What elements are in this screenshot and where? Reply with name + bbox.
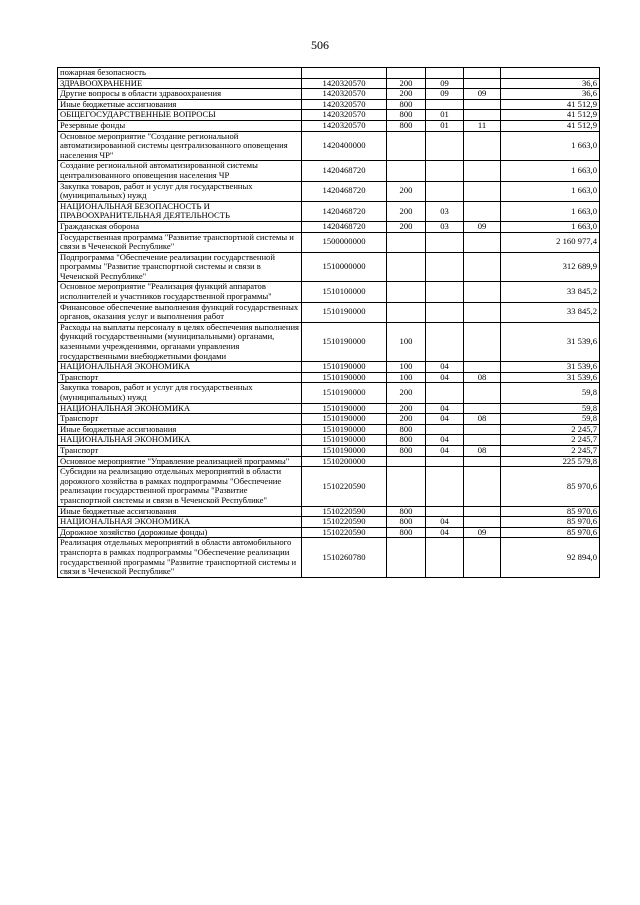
section-cell (426, 252, 464, 282)
section-cell (426, 232, 464, 252)
section-cell (426, 506, 464, 517)
item-name-cell: Дорожное хозяйство (дорожные фонды) (58, 527, 302, 538)
amount-cell: 31 539,6 (501, 362, 600, 373)
table-row (58, 517, 600, 528)
table-row (58, 181, 600, 201)
table-row (58, 322, 600, 361)
target-code-cell: 1420400000 (302, 131, 387, 161)
subsection-cell (464, 201, 501, 221)
subsection-cell (464, 456, 501, 467)
target-code-cell: 1510220590 (302, 506, 387, 517)
section-cell: 04 (426, 527, 464, 538)
page-number: 506 (311, 38, 329, 52)
expense-type-cell: 800 (387, 120, 426, 131)
expense-type-cell: 200 (387, 181, 426, 201)
section-cell: 04 (426, 372, 464, 383)
subsection-cell (464, 517, 501, 528)
target-code-cell: 1420468720 (302, 181, 387, 201)
item-name-cell: Другие вопросы в области здравоохранения (58, 89, 302, 100)
item-name-cell: Транспорт (58, 445, 302, 456)
item-name-cell: Финансовое обеспечение выполнения функций государственных органов, оказания услуг и выполнения работ (58, 302, 302, 322)
target-code-cell: 1420468720 (302, 221, 387, 232)
section-cell: 04 (426, 435, 464, 446)
item-name-cell: Закупка товаров, работ и услуг для государственных (муниципальных) нужд (58, 383, 302, 403)
expense-type-cell: 800 (387, 527, 426, 538)
table-row (58, 383, 600, 403)
table-row (58, 414, 600, 425)
table-row (58, 467, 600, 506)
target-code-cell: 1420468720 (302, 201, 387, 221)
subsection-cell (464, 110, 501, 121)
amount-cell: 85 970,6 (501, 517, 600, 528)
target-code-cell: 1510220590 (302, 527, 387, 538)
amount-cell: 1 663,0 (501, 161, 600, 181)
subsection-cell (464, 467, 501, 506)
expense-type-cell: 200 (387, 403, 426, 414)
subsection-cell: 08 (464, 372, 501, 383)
section-cell (426, 68, 464, 79)
section-cell (426, 538, 464, 577)
target-code-cell: 1510190000 (302, 403, 387, 414)
expense-type-cell: 200 (387, 414, 426, 425)
item-name-cell: НАЦИОНАЛЬНАЯ ЭКОНОМИКА (58, 403, 302, 414)
amount-cell: 41 512,9 (501, 110, 600, 121)
target-code-cell (302, 68, 387, 79)
item-name-cell: Транспорт (58, 414, 302, 425)
target-code-cell: 1510100000 (302, 282, 387, 302)
section-cell (426, 131, 464, 161)
amount-cell (501, 68, 600, 79)
table-row (58, 538, 600, 577)
table-row (58, 110, 600, 121)
amount-cell: 2 160 977,4 (501, 232, 600, 252)
subsection-cell (464, 232, 501, 252)
table-row (58, 372, 600, 383)
expense-type-cell: 800 (387, 445, 426, 456)
subsection-cell (464, 506, 501, 517)
expense-type-cell: 800 (387, 506, 426, 517)
table-row (58, 161, 600, 181)
expense-type-cell (387, 538, 426, 577)
expense-type-cell: 200 (387, 383, 426, 403)
amount-cell: 31 539,6 (501, 372, 600, 383)
amount-cell: 2 245,7 (501, 445, 600, 456)
target-code-cell: 1510190000 (302, 372, 387, 383)
amount-cell: 41 512,9 (501, 99, 600, 110)
amount-cell: 1 663,0 (501, 201, 600, 221)
section-cell (426, 161, 464, 181)
expense-type-cell: 800 (387, 435, 426, 446)
table-row (58, 221, 600, 232)
amount-cell: 41 512,9 (501, 120, 600, 131)
section-cell: 04 (426, 414, 464, 425)
amount-cell: 36,6 (501, 78, 600, 89)
table-row (58, 362, 600, 373)
amount-cell: 92 894,0 (501, 538, 600, 577)
target-code-cell: 1420320570 (302, 110, 387, 121)
target-code-cell: 1510190000 (302, 362, 387, 373)
amount-cell: 59,8 (501, 414, 600, 425)
section-cell: 04 (426, 445, 464, 456)
expense-type-cell: 100 (387, 362, 426, 373)
section-cell: 03 (426, 221, 464, 232)
target-code-cell: 1420468720 (302, 161, 387, 181)
subsection-cell: 08 (464, 445, 501, 456)
subsection-cell (464, 322, 501, 361)
amount-cell: 1 663,0 (501, 221, 600, 232)
table-row (58, 131, 600, 161)
item-name-cell: Транспорт (58, 372, 302, 383)
target-code-cell: 1510000000 (302, 252, 387, 282)
expense-type-cell: 800 (387, 110, 426, 121)
target-code-cell: 1420320570 (302, 89, 387, 100)
subsection-cell (464, 252, 501, 282)
table-row (58, 78, 600, 89)
amount-cell: 2 245,7 (501, 424, 600, 435)
subsection-cell: 09 (464, 527, 501, 538)
table-row (58, 527, 600, 538)
section-cell (426, 302, 464, 322)
section-cell (426, 99, 464, 110)
target-code-cell: 1510220590 (302, 467, 387, 506)
item-name-cell: НАЦИОНАЛЬНАЯ ЭКОНОМИКА (58, 517, 302, 528)
table-row (58, 252, 600, 282)
amount-cell: 225 579,8 (501, 456, 600, 467)
amount-cell: 59,8 (501, 383, 600, 403)
target-code-cell: 1510190000 (302, 414, 387, 425)
item-name-cell: Гражданская оборона (58, 221, 302, 232)
subsection-cell (464, 78, 501, 89)
subsection-cell (464, 383, 501, 403)
subsection-cell (464, 435, 501, 446)
section-cell (426, 383, 464, 403)
target-code-cell: 1510190000 (302, 322, 387, 361)
expense-type-cell: 800 (387, 517, 426, 528)
target-code-cell: 1510200000 (302, 456, 387, 467)
table-row (58, 456, 600, 467)
table-row (58, 120, 600, 131)
target-code-cell: 1420320570 (302, 78, 387, 89)
amount-cell: 1 663,0 (501, 131, 600, 161)
item-name-cell: Расходы на выплаты персоналу в целях обеспечения выполнения функций государственными (муниципальными) органами, казенными учреждениями, органами управления государственными внебюджетными фондами (58, 322, 302, 361)
section-cell: 04 (426, 362, 464, 373)
subsection-cell (464, 362, 501, 373)
subsection-cell (464, 282, 501, 302)
amount-cell: 31 539,6 (501, 322, 600, 361)
table-row (58, 506, 600, 517)
target-code-cell: 1510190000 (302, 383, 387, 403)
subsection-cell: 09 (464, 221, 501, 232)
target-code-cell: 1510190000 (302, 302, 387, 322)
table-row (58, 99, 600, 110)
item-name-cell: Иные бюджетные ассигнования (58, 99, 302, 110)
budget-table (57, 67, 600, 578)
table-row (58, 89, 600, 100)
subsection-cell (464, 99, 501, 110)
subsection-cell (464, 131, 501, 161)
item-name-cell: Подпрограмма "Обеспечение реализации государственной программы "Развитие транспортной системы и связи в Чеченской Республике" (58, 252, 302, 282)
item-name-cell: Создание региональной автоматизированной системы централизованного оповещения населения ЧР (58, 161, 302, 181)
section-cell: 09 (426, 78, 464, 89)
expense-type-cell (387, 302, 426, 322)
item-name-cell: пожарная безопасность (58, 68, 302, 79)
subsection-cell (464, 302, 501, 322)
expense-type-cell: 800 (387, 99, 426, 110)
subsection-cell (464, 68, 501, 79)
item-name-cell: Иные бюджетные ассигнования (58, 506, 302, 517)
amount-cell: 59,8 (501, 403, 600, 414)
expense-type-cell (387, 252, 426, 282)
table-row (58, 424, 600, 435)
section-cell: 04 (426, 403, 464, 414)
item-name-cell: Государственная программа "Развитие транспортной системы и связи в Чеченской Республике" (58, 232, 302, 252)
amount-cell: 85 970,6 (501, 527, 600, 538)
expense-type-cell: 100 (387, 372, 426, 383)
section-cell: 04 (426, 517, 464, 528)
item-name-cell: НАЦИОНАЛЬНАЯ БЕЗОПАСНОСТЬ И ПРАВООХРАНИТЕЛЬНАЯ ДЕЯТЕЛЬНОСТЬ (58, 201, 302, 221)
target-code-cell: 1420320570 (302, 99, 387, 110)
target-code-cell: 1510220590 (302, 517, 387, 528)
item-name-cell: Основное мероприятие "Создание региональной автоматизированной системы централизованного оповещения населения ЧР" (58, 131, 302, 161)
expense-type-cell (387, 467, 426, 506)
subsection-cell (464, 403, 501, 414)
amount-cell: 2 245,7 (501, 435, 600, 446)
expense-type-cell (387, 282, 426, 302)
expense-type-cell (387, 161, 426, 181)
target-code-cell: 1510260780 (302, 538, 387, 577)
item-name-cell: НАЦИОНАЛЬНАЯ ЭКОНОМИКА (58, 362, 302, 373)
subsection-cell: 08 (464, 414, 501, 425)
amount-cell: 33 845,2 (501, 282, 600, 302)
target-code-cell: 1510190000 (302, 445, 387, 456)
table-row (58, 68, 600, 79)
amount-cell: 85 970,6 (501, 506, 600, 517)
table-row (58, 201, 600, 221)
item-name-cell: НАЦИОНАЛЬНАЯ ЭКОНОМИКА (58, 435, 302, 446)
section-cell: 09 (426, 89, 464, 100)
amount-cell: 312 689,9 (501, 252, 600, 282)
expense-type-cell (387, 456, 426, 467)
section-cell: 01 (426, 110, 464, 121)
expense-type-cell (387, 68, 426, 79)
item-name-cell: Субсидии на реализацию отдельных мероприятий в области дорожного хозяйства в рамках подпрограммы "Обеспечение реализации государственной программы "Развитие транспортной системы и связи в Чеченской Республике" (58, 467, 302, 506)
item-name-cell: Реализация отдельных мероприятий в области автомобильного транспорта в рамках подпрограммы "Обеспечение реализации государственной программы "Развитие транспортной системы и связи в Чеченской Республике" (58, 538, 302, 577)
item-name-cell: Основное мероприятие "Управление реализацией программы" (58, 456, 302, 467)
table-row (58, 403, 600, 414)
item-name-cell: Резервные фонды (58, 120, 302, 131)
target-code-cell: 1510190000 (302, 424, 387, 435)
expense-type-cell: 200 (387, 221, 426, 232)
expense-type-cell: 200 (387, 78, 426, 89)
amount-cell: 85 970,6 (501, 467, 600, 506)
table-row (58, 232, 600, 252)
section-cell (426, 456, 464, 467)
section-cell (426, 424, 464, 435)
subsection-cell: 09 (464, 89, 501, 100)
expense-type-cell: 800 (387, 424, 426, 435)
amount-cell: 36,6 (501, 89, 600, 100)
section-cell (426, 322, 464, 361)
item-name-cell: ОБЩЕГОСУДАРСТВЕННЫЕ ВОПРОСЫ (58, 110, 302, 121)
table-row (58, 435, 600, 446)
item-name-cell: Иные бюджетные ассигнования (58, 424, 302, 435)
expense-type-cell: 200 (387, 89, 426, 100)
expense-type-cell (387, 232, 426, 252)
section-cell: 01 (426, 120, 464, 131)
amount-cell: 33 845,2 (501, 302, 600, 322)
section-cell (426, 282, 464, 302)
target-code-cell: 1510190000 (302, 435, 387, 446)
amount-cell: 1 663,0 (501, 181, 600, 201)
subsection-cell: 11 (464, 120, 501, 131)
item-name-cell: ЗДРАВООХРАНЕНИЕ (58, 78, 302, 89)
subsection-cell (464, 161, 501, 181)
table-row (58, 445, 600, 456)
table-row (58, 302, 600, 322)
expense-type-cell: 200 (387, 201, 426, 221)
subsection-cell (464, 424, 501, 435)
section-cell (426, 181, 464, 201)
subsection-cell (464, 181, 501, 201)
expense-type-cell (387, 131, 426, 161)
target-code-cell: 1500000000 (302, 232, 387, 252)
item-name-cell: Закупка товаров, работ и услуг для государственных (муниципальных) нужд (58, 181, 302, 201)
target-code-cell: 1420320570 (302, 120, 387, 131)
expense-type-cell: 100 (387, 322, 426, 361)
subsection-cell (464, 538, 501, 577)
table-row (58, 282, 600, 302)
section-cell (426, 467, 464, 506)
section-cell: 03 (426, 201, 464, 221)
item-name-cell: Основное мероприятие "Реализация функций аппаратов исполнителей и участников государственной программы" (58, 282, 302, 302)
